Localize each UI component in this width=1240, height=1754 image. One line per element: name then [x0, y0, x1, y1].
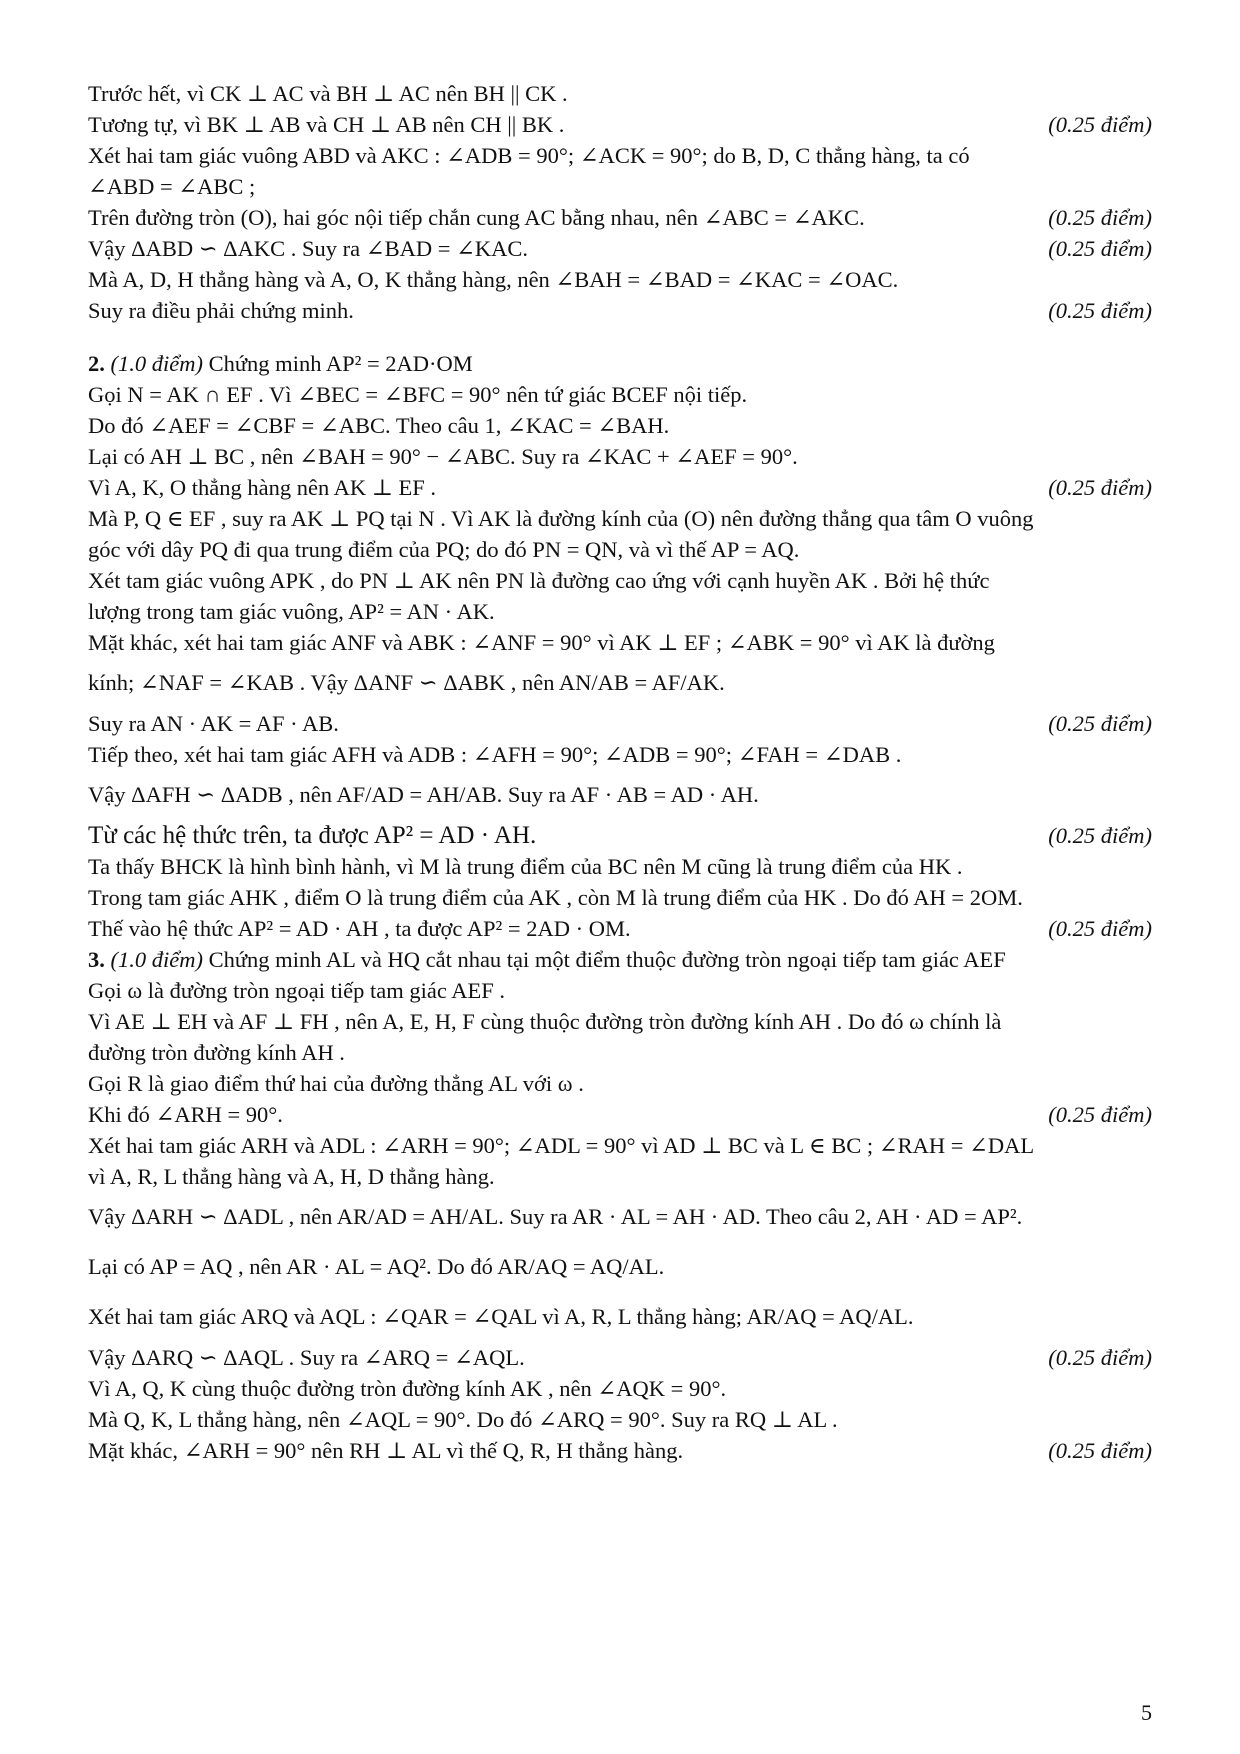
text-line: Tương tự, vì BK ⊥ AB và CH ⊥ AB nên CH || BK . (0.25 điểm)	[88, 109, 1152, 140]
text-line: Trên đường tròn (O), hai góc nội tiếp chắn cung AC bằng nhau, nên ∠ABC = ∠AKC. (0.25 điểm)	[88, 202, 1152, 233]
text-line: Khi đó ∠ARH = 90°. (0.25 điểm)	[88, 1099, 1152, 1130]
text-line: Suy ra AN · AK = AF · AB. (0.25 điểm)	[88, 708, 1152, 739]
score-label: (0.25 điểm)	[1048, 475, 1152, 500]
text-line: Vậy ΔARQ ∽ ΔAQL . Suy ra ∠ARQ = ∠AQL. (0.25 điểm)	[88, 1342, 1152, 1373]
question-number: 2.	[88, 351, 105, 376]
question-3-heading	[88, 944, 1152, 975]
score-label: (0.25 điểm)	[1048, 711, 1152, 736]
score-label: (0.25 điểm)	[1048, 205, 1152, 230]
solution-page	[88, 78, 1152, 1466]
page-number: 5	[1141, 1700, 1152, 1725]
text-line: Lại có AP = AQ , nên AR · AL = AQ². Do đó AR/AQ = AQ/AL.	[88, 1254, 665, 1279]
question-title: Chứng minh AL và HQ cắt nhau tại một điểm thuộc đường tròn ngoại tiếp tam giác AEF	[208, 947, 1006, 972]
text-line: Vì A, K, O thẳng hàng nên AK ⊥ EF . (0.25 điểm)	[88, 472, 1152, 503]
text-line: Gọi ω là đường tròn ngoại tiếp tam giác AEF .	[88, 978, 505, 1003]
text-line: Xét hai tam giác ARQ và AQL : ∠QAR = ∠QAL vì A, R, L thẳng hàng; AR/AQ = AQ/AL.	[88, 1304, 914, 1329]
text-line: Suy ra điều phải chứng minh. (0.25 điểm)	[88, 295, 1152, 326]
score-label: (0.25 điểm)	[1048, 1438, 1152, 1463]
text-line: kính; ∠NAF = ∠KAB . Vậy ΔANF ∽ ΔABK , nên AN/AB = AF/AK.	[88, 670, 725, 695]
score-label: (0.25 điểm)	[1048, 823, 1152, 848]
score-label: (0.25 điểm)	[1048, 916, 1152, 941]
score-label: (0.25 điểm)	[1048, 298, 1152, 323]
text-line: Vì A, Q, K cùng thuộc đường tròn đường kính AK , nên ∠AQK = 90°.	[88, 1376, 727, 1401]
text-line: đường tròn đường kính AH .	[88, 1040, 345, 1065]
text-line: Thế vào hệ thức AP² = AD · AH , ta được AP² = 2AD · OM. (0.25 điểm)	[88, 913, 1152, 944]
text-line: Ta thấy BHCK là hình bình hành, vì M là trung điểm của BC nên M cũng là trung điểm của HK .	[88, 854, 963, 879]
score-label: (0.25 điểm)	[1048, 1345, 1152, 1370]
question-number: 3.	[88, 947, 105, 972]
question-2-heading	[88, 348, 1152, 379]
text-line: Mà Q, K, L thẳng hàng, nên ∠AQL = 90°. Do đó ∠ARQ = 90°. Suy ra RQ ⊥ AL .	[88, 1407, 838, 1432]
text-line: Từ các hệ thức trên, ta được AP² = AD · AH. (0.25 điểm)	[88, 822, 1152, 849]
text-line: Vậy ΔARH ∽ ΔADL , nên AR/AD = AH/AL. Suy ra AR · AL = AH · AD. Theo câu 2, AH · AD = AP².	[88, 1204, 1023, 1229]
text-line: Xét hai tam giác ARH và ADL : ∠ARH = 90°; ∠ADL = 90° vì AD ⊥ BC và L ∈ BC ; ∠RAH = ∠DAL	[88, 1133, 1035, 1158]
text-line: Trước hết, vì CK ⊥ AC và BH ⊥ AC nên BH || CK .	[88, 81, 568, 106]
text-line: Do đó ∠AEF = ∠CBF = ∠ABC. Theo câu 1, ∠KAC = ∠BAH.	[88, 413, 670, 438]
text-line: Tiếp theo, xét hai tam giác AFH và ADB : ∠AFH = 90°; ∠ADB = 90°; ∠FAH = ∠DAB .	[88, 742, 902, 767]
question-points: (1.0 điểm)	[110, 351, 203, 376]
text-line: Vì AE ⊥ EH và AF ⊥ FH , nên A, E, H, F cùng thuộc đường tròn đường kính AH . Do đó ω chính là	[88, 1009, 1002, 1034]
text-line: Vậy ΔAFH ∽ ΔADB , nên AF/AD = AH/AB. Suy ra AF · AB = AD · AH.	[88, 782, 759, 807]
score-label: (0.25 điểm)	[1048, 112, 1152, 137]
text-line: Mặt khác, xét hai tam giác ANF và ABK : ∠ANF = 90° vì AK ⊥ EF ; ∠ABK = 90° vì AK là đường	[88, 630, 995, 655]
text-line: góc với dây PQ đi qua trung điểm của PQ; do đó PN = QN, và vì thế AP = AQ.	[88, 537, 800, 562]
score-label: (0.25 điểm)	[1048, 1102, 1152, 1127]
text-line: Xét tam giác vuông APK , do PN ⊥ AK nên PN là đường cao ứng với cạnh huyền AK . Bởi hệ thức	[88, 568, 990, 593]
text-line: Vậy ΔABD ∽ ΔAKC . Suy ra ∠BAD = ∠KAC. (0.25 điểm)	[88, 233, 1152, 264]
text-line: Lại có AH ⊥ BC , nên ∠BAH = 90° − ∠ABC. Suy ra ∠KAC + ∠AEF = 90°.	[88, 444, 798, 469]
text-line: Mà A, D, H thẳng hàng và A, O, K thẳng hàng, nên ∠BAH = ∠BAD = ∠KAC = ∠OAC.	[88, 267, 899, 292]
text-line: Gọi R là giao điểm thứ hai của đường thẳng AL với ω .	[88, 1071, 584, 1096]
text-line: Trong tam giác AHK , điểm O là trung điểm của AK , còn M là trung điểm của HK . Do đó AH = 2OM.	[88, 885, 1023, 910]
question-points: (1.0 điểm)	[110, 947, 203, 972]
text-line: Mặt khác, ∠ARH = 90° nên RH ⊥ AL vì thế Q, R, H thẳng hàng. (0.25 điểm)	[88, 1435, 1152, 1466]
text-line: Gọi N = AK ∩ EF . Vì ∠BEC = ∠BFC = 90° nên tứ giác BCEF nội tiếp.	[88, 382, 748, 407]
score-label: (0.25 điểm)	[1048, 236, 1152, 261]
text-line: vì A, R, L thẳng hàng và A, H, D thẳng hàng.	[88, 1164, 495, 1189]
question-title: Chứng minh AP² = 2AD·OM	[208, 351, 473, 376]
text-line: Xét hai tam giác vuông ABD và AKC : ∠ADB = 90°; ∠ACK = 90°; do B, D, C thẳng hàng, ta có	[88, 143, 970, 168]
text-line: lượng trong tam giác vuông, AP² = AN · AK.	[88, 599, 495, 624]
text-line: Mà P, Q ∈ EF , suy ra AK ⊥ PQ tại N . Vì AK là đường kính của (O) nên đường thẳng qua tâm O vuông	[88, 506, 1034, 531]
text-line: ∠ABD = ∠ABC ;	[88, 174, 256, 199]
